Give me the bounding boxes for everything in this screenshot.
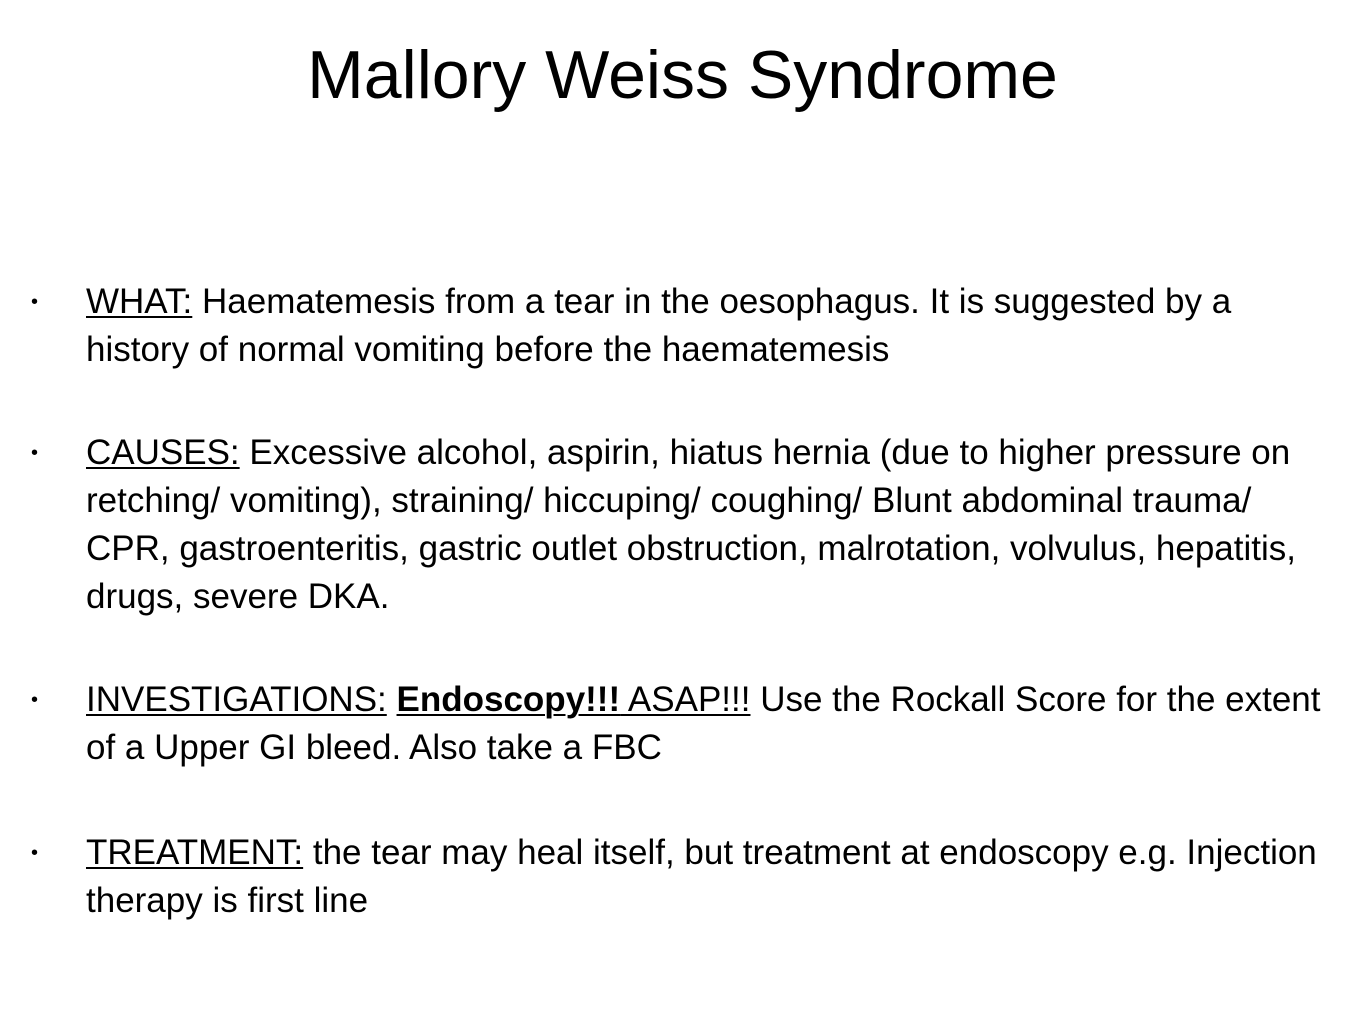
bullet-emphasis-extra: ASAP!!!: [620, 680, 751, 719]
bullet-label: INVESTIGATIONS:: [86, 680, 387, 719]
bullet-label: CAUSES:: [86, 433, 240, 472]
bullet-emphasis: Endoscopy!!!: [396, 680, 621, 719]
bullet-text: [86, 278, 1331, 374]
bullet-text: [86, 676, 1331, 772]
bullet-body: Use the Rockall Score for the extent of a Upper GI bleed. Also take a FBC: [86, 680, 1321, 767]
bullet-dot: •: [31, 442, 39, 464]
bullet-dot: •: [31, 291, 39, 313]
bullet-text: [86, 429, 1331, 621]
bullet-body: the tear may heal itself, but treatment at endoscopy e.g. Injection therapy is first line: [86, 833, 1317, 920]
bullet-dot: •: [31, 842, 39, 864]
slide-title: Mallory Weiss Syndrome: [307, 37, 1058, 113]
bullet-label: WHAT:: [86, 282, 193, 321]
bullet-label: TREATMENT:: [86, 833, 304, 872]
bullet-text: [86, 829, 1331, 925]
bullet-body: Haematemesis from a tear in the oesophagus. It is suggested by a history of normal vomiting before the haematemesis: [86, 282, 1232, 369]
bullet-dot: •: [31, 689, 39, 711]
bullet-body: Excessive alcohol, aspirin, hiatus hernia (due to higher pressure on retching/ vomiting), straining/ hiccuping/ coughing/ Blunt abdominal trauma/ CPR, gastroenteritis, gastric outlet obstruction, malrotation, volvulus, hepatitis, drugs, severe DKA.: [86, 433, 1296, 616]
